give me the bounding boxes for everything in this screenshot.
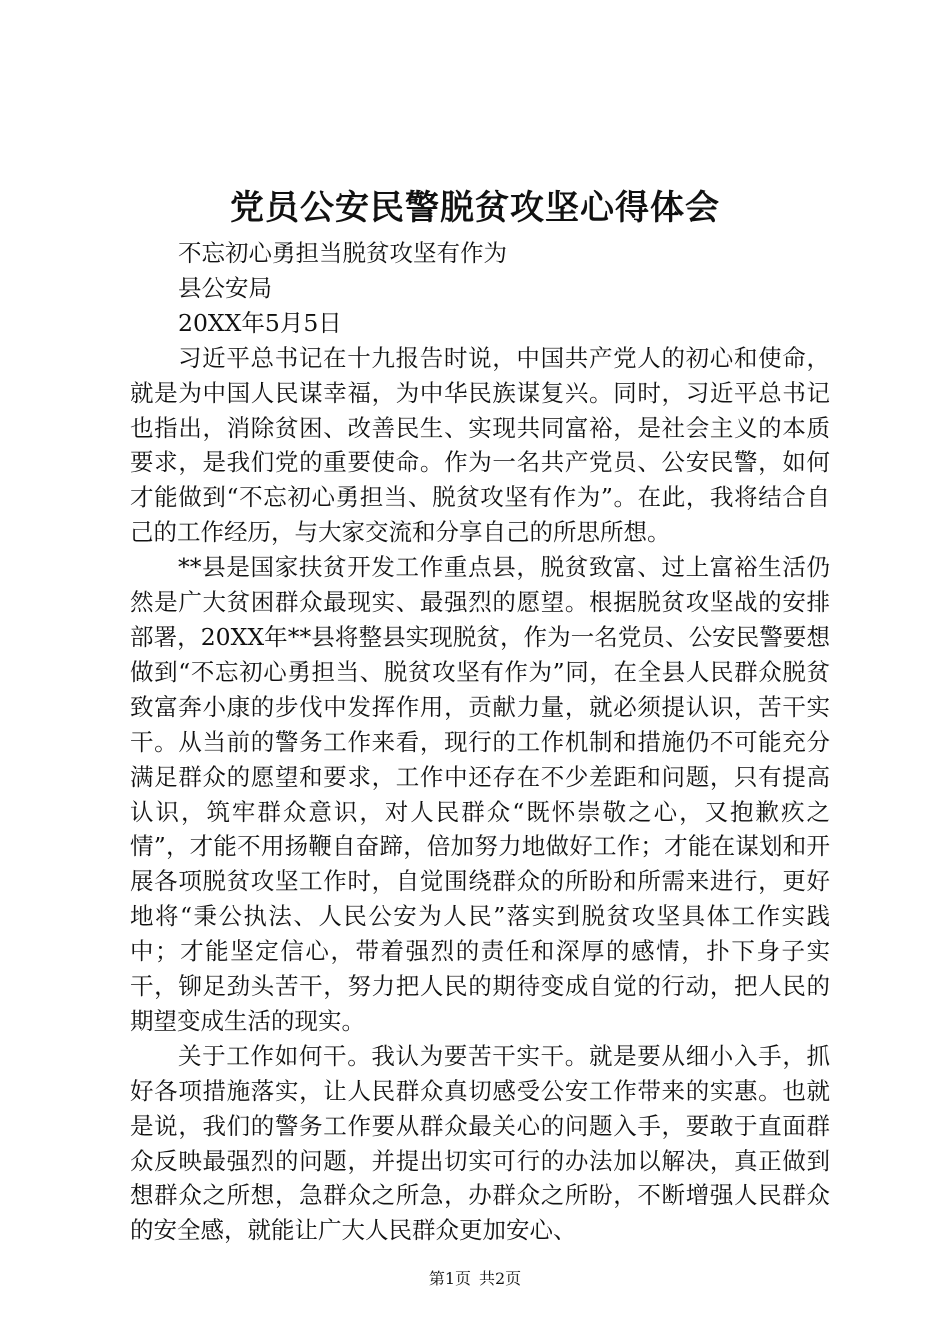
document-subtitle: 不忘初心勇担当脱贫攻坚有作为: [178, 239, 507, 267]
paragraph-1: 习近平总书记在十九报告时说，中国共产党人的初心和使命，就是为中国人民谋幸福，为中华民族谋复兴。同时，习近平总书记也指出，消除贫困、改善民生、实现共同富裕，是社会主义的本质要求，是我们党的重要使命。作为一名共产党员、公安民警，如何才能做到“不忘初心勇担当、脱贫攻坚有作为”。在此，我将结合自己的工作经历，与大家交流和分享自己的所思所想。: [130, 343, 830, 547]
document-date: 20XX年5月5日: [178, 308, 342, 337]
page-title: 党员公安民警脱贫攻坚心得体会: [230, 188, 720, 228]
document-body: [130, 236, 830, 1248]
paragraph-3: 关于工作如何干。我认为要苦干实干。就是要从细小入手，抓好各项措施落实，让人民群众真切感受公安工作带来的实惠。也就是说，我们的警务工作要从群众最关心的问题入手，要敢于直面群众反映最强烈的问题，并提出切实可行的办法加以解决，真正做到想群众之所想，急群众之所急，办群众之所盼，不断增强人民群众的安全感，就能让广大人民群众更加安心、: [130, 1041, 830, 1245]
page-number: 第1页: [428, 1269, 471, 1288]
document-organization: 县公安局: [178, 273, 272, 302]
page-footer: [0, 1268, 950, 1290]
paragraph-2: **县是国家扶贫开发工作重点县，脱贫致富、过上富裕生活仍然是广大贫困群众最现实、最强烈的愿望。根据脱贫攻坚战的安排部署，20XX年**县将整县实现脱贫，作为一名党员、公安民警要想做到“不忘初心勇担当、脱贫攻坚有作为”同，在全县人民群众脱贫致富奔小康的步伐中发挥作用，贡献力量，就必须提认识，苦干实干。从当前的警务工作来看，现行的工作机制和措施仍不可能充分满足群众的愿望和要求，工作中还存在不少差距和问题，只有提高认识，筑牢群众意识，对人民群众“既怀崇敬之心，又抱歉疚之情”，才能不用扬鞭自奋蹄，倍加努力地做好工作；才能在谋划和开展各项脱贫攻坚工作时，自觉围绕群众的所盼和所需来进行，更好地将“秉公执法、人民公安为人民”落实到脱贫攻坚具体工作实践中；才能坚定信心，带着强烈的责任和深厚的感情，扑下身子实干，铆足劲头苦干，努力把人民的期待变成自觉的行动，把人民的期望变成生活的现实。: [130, 553, 830, 1035]
page-total: 共2页: [479, 1269, 522, 1288]
